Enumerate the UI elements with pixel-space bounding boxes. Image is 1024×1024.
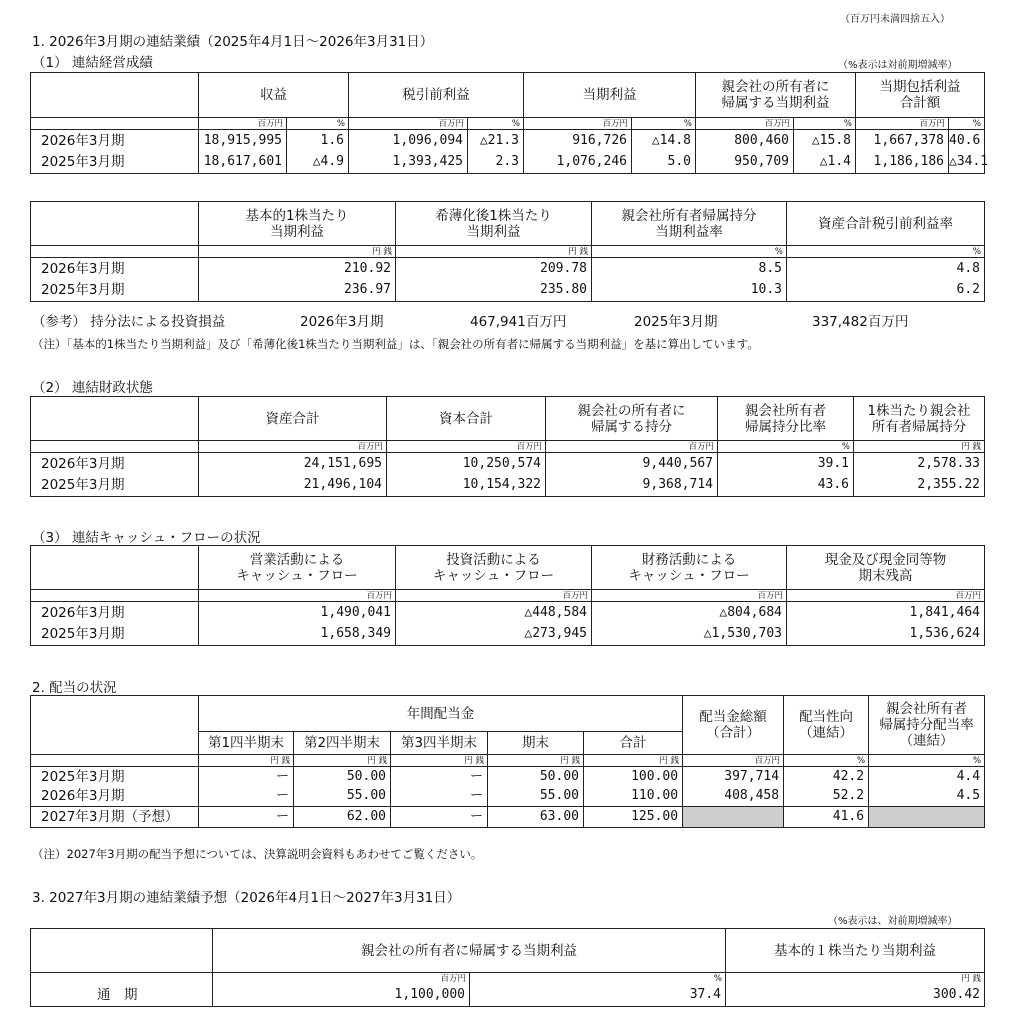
unit-cell: 円 銭 bbox=[199, 246, 396, 258]
data-cell: 52.2 bbox=[784, 787, 869, 807]
row-label: 2025年3月期 bbox=[31, 152, 199, 174]
data-cell: △1,530,703 bbox=[592, 624, 787, 646]
header-roe: 親会社所有者帰属持分 当期利益率 bbox=[592, 202, 787, 246]
unit-cell: % bbox=[949, 118, 985, 130]
forecast-change-note: （%表示は、対前期増減率） bbox=[828, 916, 958, 927]
corner-cell bbox=[31, 696, 199, 755]
header-cash-end: 現金及び現金同等物 期末残高 bbox=[787, 546, 985, 590]
forecast-table bbox=[30, 928, 985, 1007]
reference-period-2: 2025年3月期 bbox=[634, 314, 718, 330]
section-1-title: 1. 2026年3月期の連結業績（2025年4月1日～2026年3月31日） bbox=[32, 34, 434, 50]
data-cell: 2,578.33 bbox=[854, 453, 985, 475]
unit-cell: 百万円 bbox=[696, 118, 794, 130]
data-cell: 21,496,104 bbox=[199, 475, 387, 497]
unit-cell: % bbox=[718, 441, 854, 453]
unit-cell: 円 銭 bbox=[396, 246, 592, 258]
data-cell: 10,154,322 bbox=[387, 475, 546, 497]
header-total-assets: 資産合計 bbox=[199, 397, 387, 441]
header-q2: 第2四半期末 bbox=[294, 732, 391, 755]
data-cell: 6.2 bbox=[787, 280, 985, 302]
unit-cell: % bbox=[470, 973, 726, 985]
data-cell: 4.8 bbox=[787, 258, 985, 280]
unit-cell: % bbox=[794, 118, 856, 130]
corner-cell bbox=[31, 73, 199, 118]
data-cell: 50.00 bbox=[488, 767, 584, 787]
data-cell: 236.97 bbox=[199, 280, 396, 302]
header-total: 合計 bbox=[584, 732, 683, 755]
unit-cell: 百万円 bbox=[199, 590, 396, 602]
data-cell: 408,458 bbox=[683, 787, 784, 807]
table-row bbox=[31, 985, 985, 1007]
data-cell: △448,584 bbox=[396, 602, 592, 624]
data-cell: 1,186,186 bbox=[856, 152, 949, 174]
data-cell: 40.6 bbox=[949, 130, 985, 152]
row-label: 2025年3月期 bbox=[31, 624, 199, 646]
data-cell: △15.8 bbox=[794, 130, 856, 152]
unit-cell: 百万円 bbox=[592, 590, 787, 602]
data-cell: 1,536,624 bbox=[787, 624, 985, 646]
header-profit: 当期利益 bbox=[524, 73, 696, 118]
row-label: 2026年3月期 bbox=[31, 453, 199, 475]
unit-cell: 百万円 bbox=[524, 118, 632, 130]
header-year-end: 期末 bbox=[488, 732, 584, 755]
table-row bbox=[31, 453, 985, 475]
unit-cell: 円 銭 bbox=[391, 755, 488, 767]
data-cell: 62.00 bbox=[294, 807, 391, 828]
unit-cell: 百万円 bbox=[396, 590, 592, 602]
row-label: 通 期 bbox=[31, 985, 213, 1007]
header-forecast-profit: 親会社の所有者に帰属する当期利益 bbox=[213, 929, 726, 973]
forecast-row bbox=[31, 807, 985, 828]
data-cell: 41.6 bbox=[784, 807, 869, 828]
eps-footnote: （注）「基本的1株当たり当期利益」及び「希薄化後1株当たり当期利益」は、「親会社の所有者に帰属する当期利益」を基に算出しています。 bbox=[32, 337, 759, 351]
data-cell: 2.3 bbox=[468, 152, 524, 174]
reference-period-1: 2026年3月期 bbox=[300, 314, 384, 330]
change-rate-note: （%表示は対前期増減率） bbox=[838, 60, 958, 71]
data-cell: ー bbox=[391, 807, 488, 828]
data-cell: △1.4 bbox=[794, 152, 856, 174]
data-cell: 300.42 bbox=[726, 985, 985, 1007]
data-cell: 9,440,567 bbox=[546, 453, 718, 475]
row-label: 2026年3月期 bbox=[31, 787, 199, 807]
section-2-title: 2. 配当の状況 bbox=[32, 680, 117, 696]
data-cell: 1,096,094 bbox=[349, 130, 468, 152]
unit-cell: 百万円 bbox=[856, 118, 949, 130]
data-cell: 24,151,695 bbox=[199, 453, 387, 475]
corner-cell bbox=[31, 546, 199, 590]
header-equity-ratio: 親会社所有者 帰属持分比率 bbox=[718, 397, 854, 441]
operating-results-table bbox=[30, 72, 989, 174]
table-row bbox=[31, 258, 985, 280]
data-cell: ー bbox=[391, 767, 488, 787]
shaded-cell bbox=[869, 807, 985, 828]
unit-cell: % bbox=[787, 246, 985, 258]
unit-cell: 百万円 bbox=[199, 118, 287, 130]
data-cell: 397,714 bbox=[683, 767, 784, 787]
data-cell: △14.8 bbox=[632, 130, 696, 152]
table-row bbox=[31, 787, 985, 807]
data-cell: 43.6 bbox=[718, 475, 854, 497]
data-cell: 37.4 bbox=[470, 985, 726, 1007]
data-cell: 1,667,378 bbox=[856, 130, 949, 152]
header-comprehensive-income: 当期包括利益 合計額 bbox=[856, 73, 985, 118]
data-cell: 8.5 bbox=[592, 258, 787, 280]
data-cell: 110.00 bbox=[584, 787, 683, 807]
unit-cell: 円 銭 bbox=[199, 755, 294, 767]
data-cell: 9,368,714 bbox=[546, 475, 718, 497]
data-cell: 4.4 bbox=[869, 767, 985, 787]
header-owners-equity: 親会社の所有者に 帰属する持分 bbox=[546, 397, 718, 441]
table-row bbox=[31, 624, 985, 646]
table-row bbox=[31, 152, 985, 174]
unit-cell: % bbox=[592, 246, 787, 258]
reference-label: （参考） 持分法による投資損益 bbox=[32, 314, 226, 330]
header-doe: 親会社所有者 帰属持分配当率 （連結） bbox=[869, 696, 985, 755]
data-cell: 1,393,425 bbox=[349, 152, 468, 174]
data-cell: 916,726 bbox=[524, 130, 632, 152]
data-cell: 18,915,995 bbox=[199, 130, 287, 152]
section-3-title: 3. 2027年3月期の連結業績予想（2026年4月1日～2027年3月31日） bbox=[32, 890, 461, 906]
unit-cell: % bbox=[287, 118, 349, 130]
table-row bbox=[31, 280, 985, 302]
unit-cell: 百万円 bbox=[387, 441, 546, 453]
data-cell: 125.00 bbox=[584, 807, 683, 828]
unit-cell: 円 銭 bbox=[294, 755, 391, 767]
row-label: 2026年3月期 bbox=[31, 130, 199, 152]
header-payout-ratio: 配当性向 （連結） bbox=[784, 696, 869, 755]
corner-cell bbox=[31, 397, 199, 441]
header-diluted-eps: 希薄化後1株当たり 当期利益 bbox=[396, 202, 592, 246]
unit-cell: % bbox=[784, 755, 869, 767]
header-forecast-eps: 基本的１株当たり当期利益 bbox=[726, 929, 985, 973]
data-cell: 63.00 bbox=[488, 807, 584, 828]
unit-cell: 百万円 bbox=[787, 590, 985, 602]
unit-cell: 百万円 bbox=[213, 973, 470, 985]
header-q1: 第1四半期末 bbox=[199, 732, 294, 755]
data-cell: 18,617,601 bbox=[199, 152, 287, 174]
data-cell: 100.00 bbox=[584, 767, 683, 787]
subsection-cash-flows: （3） 連結キャッシュ・フローの状況 bbox=[32, 530, 261, 546]
data-cell: ー bbox=[199, 767, 294, 787]
per-share-table bbox=[30, 201, 985, 302]
unit-note: （百万円未満四捨五入） bbox=[840, 14, 950, 25]
data-cell: △21.3 bbox=[468, 130, 524, 152]
data-cell: 42.2 bbox=[784, 767, 869, 787]
data-cell: △804,684 bbox=[592, 602, 787, 624]
data-cell: 55.00 bbox=[294, 787, 391, 807]
data-cell: 39.1 bbox=[718, 453, 854, 475]
table-row bbox=[31, 475, 985, 497]
data-cell: 1,658,349 bbox=[199, 624, 396, 646]
header-basic-eps: 基本的1株当たり 当期利益 bbox=[199, 202, 396, 246]
header-annual-dividends: 年間配当金 bbox=[199, 696, 683, 732]
unit-cell: 百万円 bbox=[546, 441, 718, 453]
data-cell: 1,490,041 bbox=[199, 602, 396, 624]
data-cell: ー bbox=[199, 807, 294, 828]
data-cell: 1,076,246 bbox=[524, 152, 632, 174]
data-cell: 950,709 bbox=[696, 152, 794, 174]
data-cell: 10.3 bbox=[592, 280, 787, 302]
data-cell: 800,460 bbox=[696, 130, 794, 152]
row-label: 2027年3月期（予想） bbox=[31, 807, 199, 828]
row-label: 2026年3月期 bbox=[31, 258, 199, 280]
dividends-table bbox=[30, 695, 985, 828]
data-cell: 209.78 bbox=[396, 258, 592, 280]
unit-cell: % bbox=[468, 118, 524, 130]
unit-cell: 百万円 bbox=[683, 755, 784, 767]
data-cell: 50.00 bbox=[294, 767, 391, 787]
data-cell: 55.00 bbox=[488, 787, 584, 807]
reference-value-1: 467,941百万円 bbox=[470, 314, 567, 330]
cash-flows-table bbox=[30, 545, 985, 646]
data-cell: 1.6 bbox=[287, 130, 349, 152]
corner-cell bbox=[31, 929, 213, 973]
data-cell: 4.5 bbox=[869, 787, 985, 807]
subsection-financial-position: （2） 連結財政状態 bbox=[32, 380, 153, 396]
row-label: 2025年3月期 bbox=[31, 767, 199, 787]
table-row bbox=[31, 602, 985, 624]
data-cell: ー bbox=[391, 787, 488, 807]
header-operating-cf: 営業活動による キャッシュ・フロー bbox=[199, 546, 396, 590]
data-cell: 235.80 bbox=[396, 280, 592, 302]
data-cell: △34.1 bbox=[949, 152, 985, 174]
data-cell: 10,250,574 bbox=[387, 453, 546, 475]
unit-cell: 円 銭 bbox=[488, 755, 584, 767]
header-revenue: 収益 bbox=[199, 73, 349, 118]
header-bps: 1株当たり親会社 所有者帰属持分 bbox=[854, 397, 985, 441]
header-q3: 第3四半期末 bbox=[391, 732, 488, 755]
dividend-footnote: （注）2027年3月期の配当予想については、決算説明会資料もあわせてご覧ください。 bbox=[32, 847, 483, 861]
data-cell: 5.0 bbox=[632, 152, 696, 174]
table-row bbox=[31, 767, 985, 787]
header-financing-cf: 財務活動による キャッシュ・フロー bbox=[592, 546, 787, 590]
row-label: 2025年3月期 bbox=[31, 280, 199, 302]
unit-cell: 円 銭 bbox=[726, 973, 985, 985]
unit-cell: 百万円 bbox=[199, 441, 387, 453]
unit-cell: 円 銭 bbox=[854, 441, 985, 453]
header-profit-owners: 親会社の所有者に 帰属する当期利益 bbox=[696, 73, 856, 118]
data-cell: 2,355.22 bbox=[854, 475, 985, 497]
row-label: 2026年3月期 bbox=[31, 602, 199, 624]
data-cell: △273,945 bbox=[396, 624, 592, 646]
unit-cell: 百万円 bbox=[349, 118, 468, 130]
data-cell: ー bbox=[199, 787, 294, 807]
header-investing-cf: 投資活動による キャッシュ・フロー bbox=[396, 546, 592, 590]
data-cell: 210.92 bbox=[199, 258, 396, 280]
header-total-equity: 資本合計 bbox=[387, 397, 546, 441]
corner-cell bbox=[31, 202, 199, 246]
unit-cell: 円 銭 bbox=[584, 755, 683, 767]
row-label: 2025年3月期 bbox=[31, 475, 199, 497]
unit-cell: % bbox=[869, 755, 985, 767]
shaded-cell bbox=[683, 807, 784, 828]
header-total-dividends: 配当金総額 （合計） bbox=[683, 696, 784, 755]
table-row bbox=[31, 130, 985, 152]
header-roa: 資産合計税引前利益率 bbox=[787, 202, 985, 246]
data-cell: 1,841,464 bbox=[787, 602, 985, 624]
data-cell: △4.9 bbox=[287, 152, 349, 174]
data-cell: 1,100,000 bbox=[213, 985, 470, 1007]
financial-position-table bbox=[30, 396, 985, 497]
reference-value-2: 337,482百万円 bbox=[812, 314, 909, 330]
unit-cell: % bbox=[632, 118, 696, 130]
header-profit-before-tax: 税引前利益 bbox=[349, 73, 524, 118]
subsection-operating-results: （1） 連結経営成績 bbox=[32, 55, 153, 71]
